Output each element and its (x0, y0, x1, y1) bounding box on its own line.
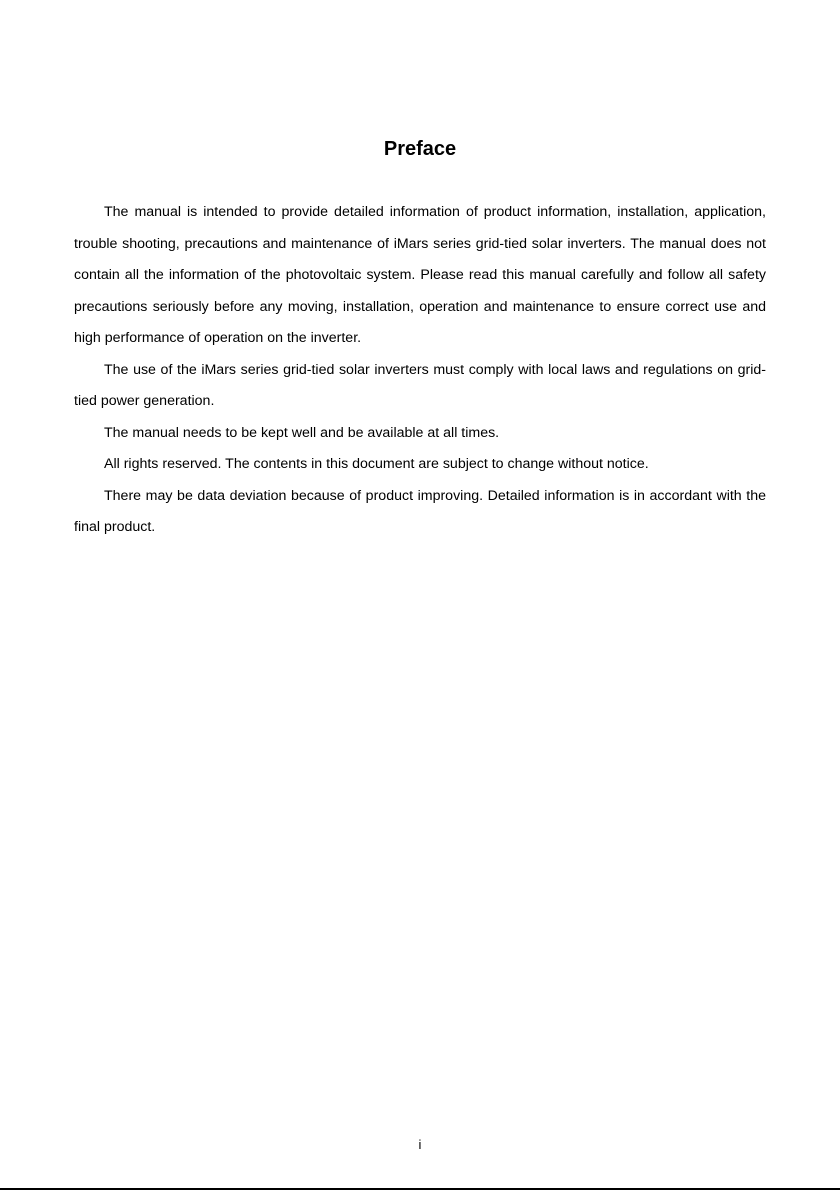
paragraph-rights-reserved: All rights reserved. The contents in this document are subject to change without notice. (104, 456, 649, 472)
page-title: Preface (383, 138, 457, 160)
paragraph-compliance: The use of the iMars series grid-tied solar inverters must comply with local laws and regulations on grid-tied power generation. (74, 361, 766, 409)
preface-body (74, 197, 766, 544)
paragraph-keep-manual: The manual needs to be kept well and be available at all times. (104, 424, 500, 441)
bottom-divider (0, 1188, 840, 1190)
paragraph-manual-purpose: The manual is intended to provide detailed information of product information, installation, application, trouble shooting, precautions and maintenance of iMars series grid-tied solar inverters. The manual does not contain all the information of the photovoltaic system. Please read this manual carefully and follow all safety precautions seriously before any moving, installation, operation and maintenance to ensure correct use and high performance of operation on the inverter. (74, 204, 766, 346)
page-number: i (418, 1137, 422, 1152)
paragraph-data-deviation: There may be data deviation because of product improving. Detailed information is in accordant with the final product. (74, 487, 766, 535)
